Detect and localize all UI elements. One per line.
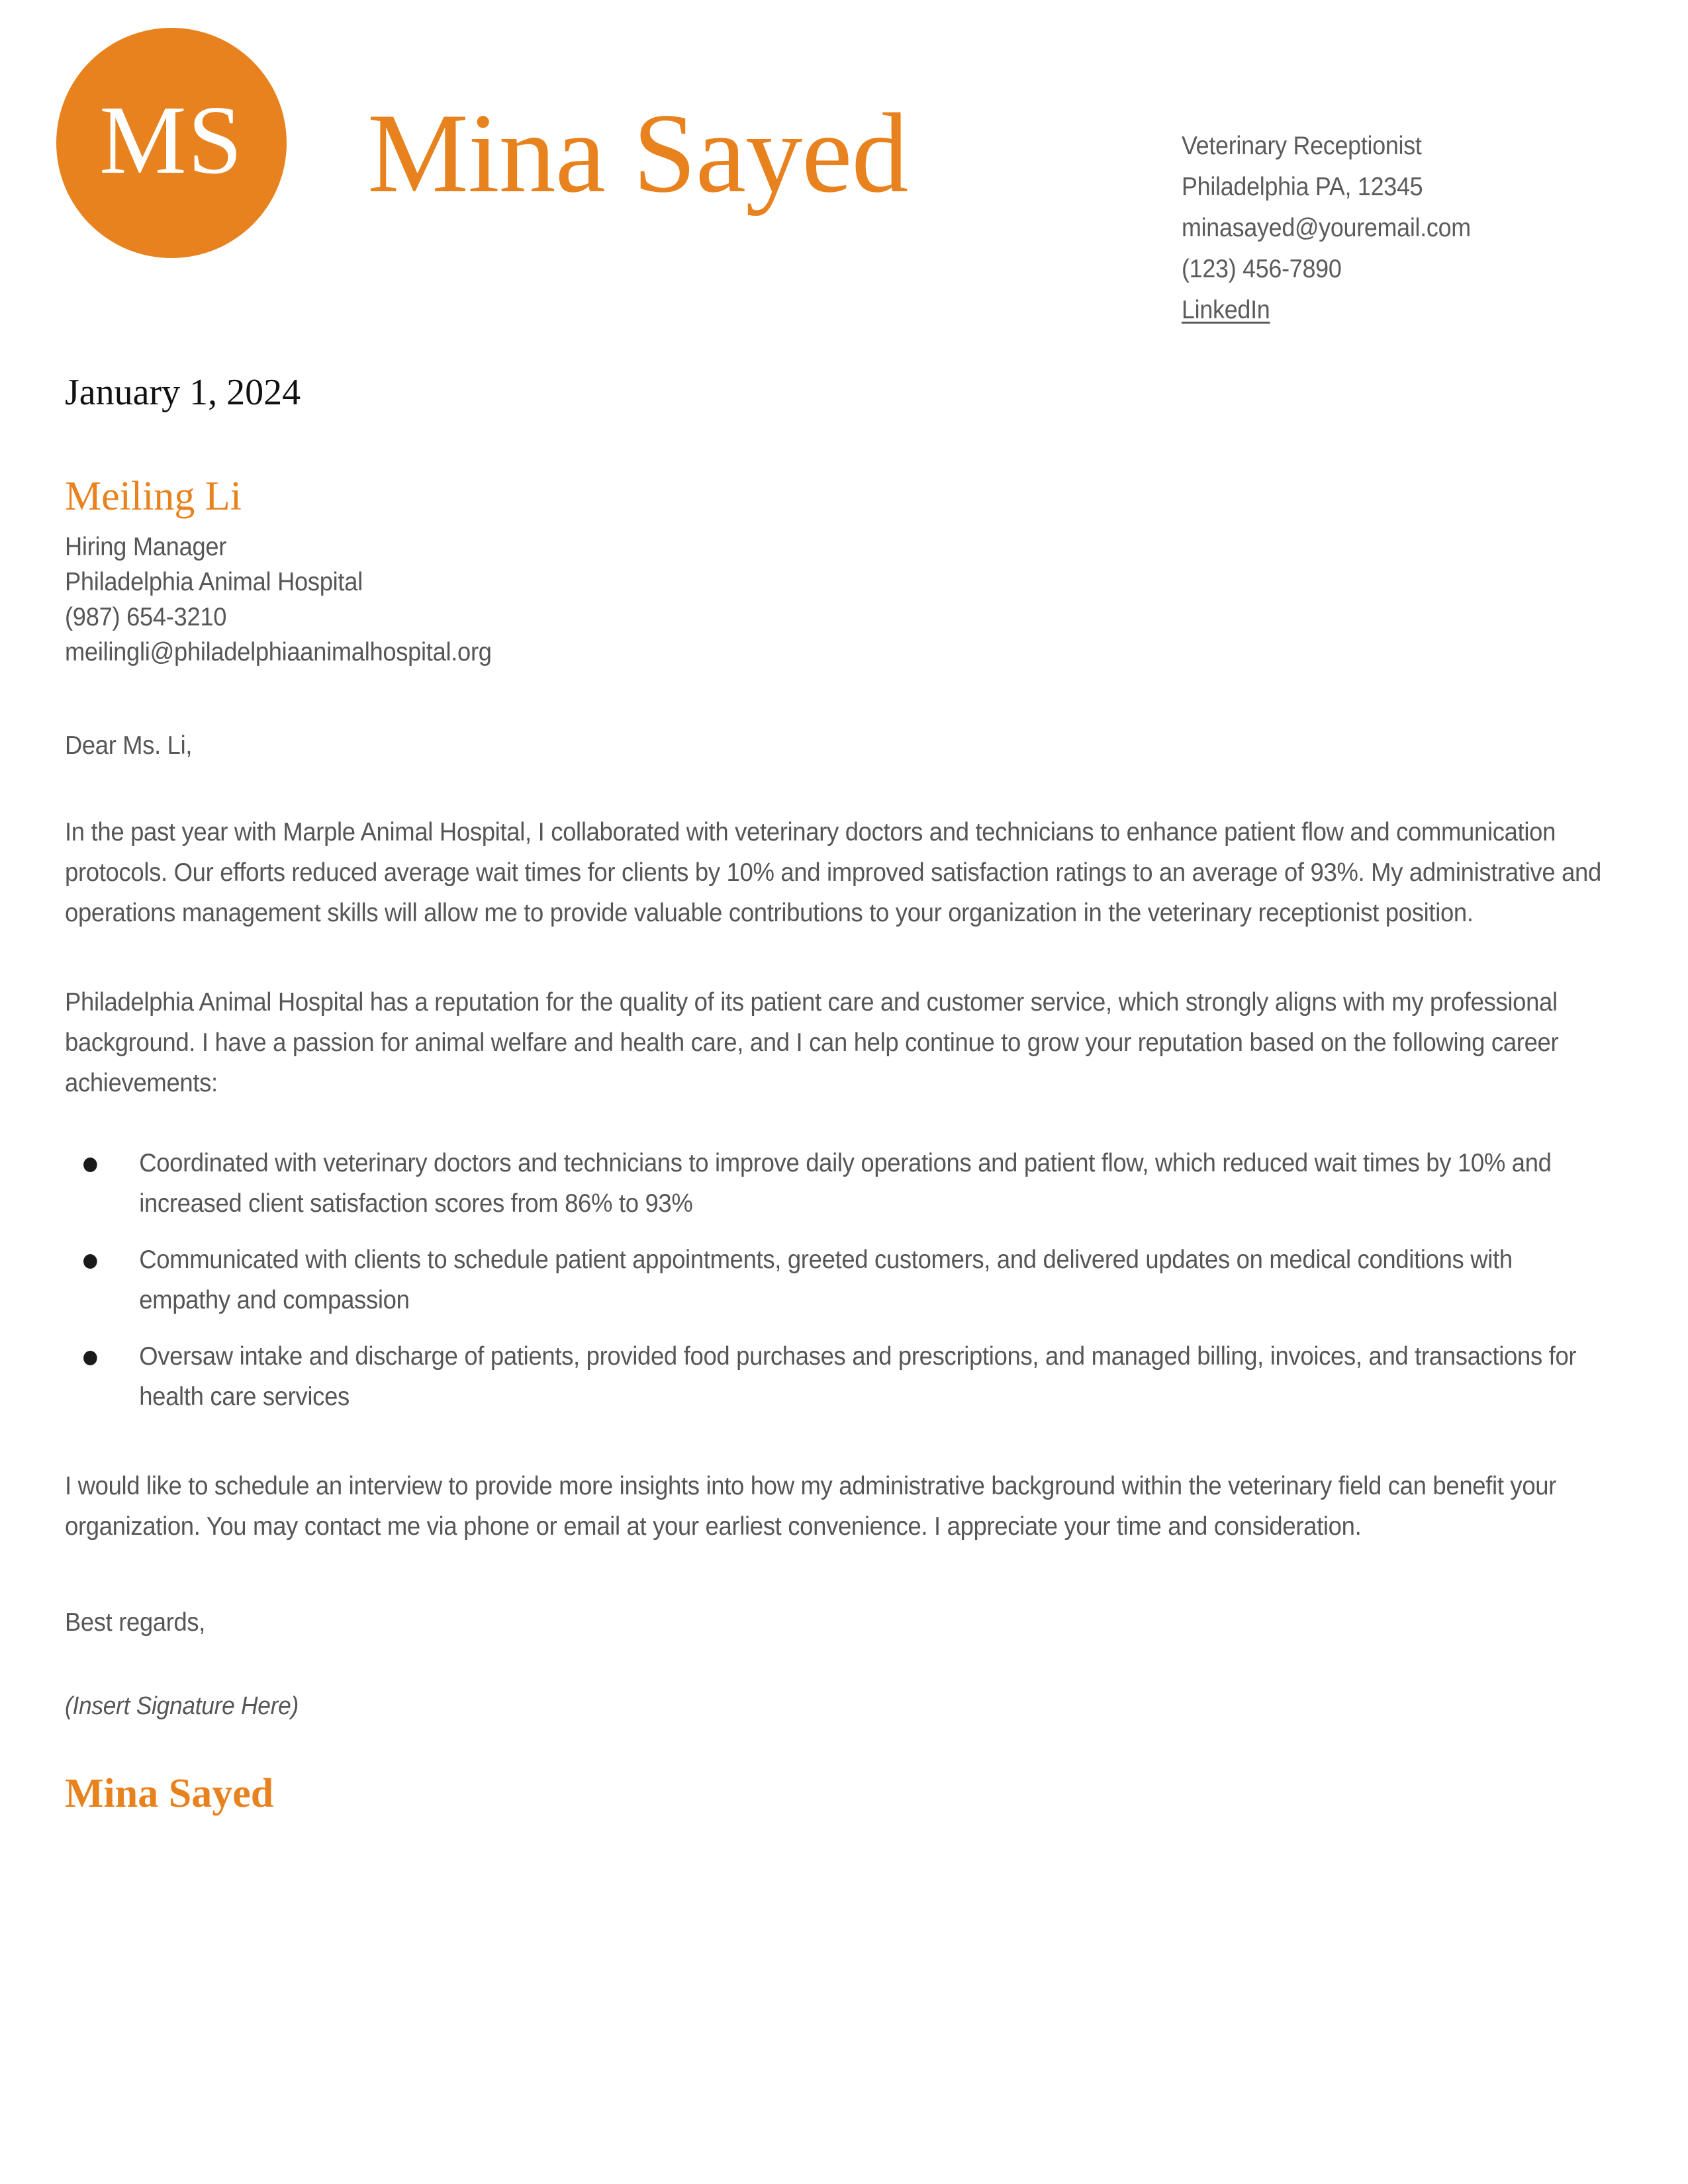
bullet-dot-icon bbox=[83, 1158, 97, 1172]
contact-location: Philadelphia PA, 12345 bbox=[1182, 173, 1423, 201]
monogram-badge bbox=[56, 28, 287, 258]
letter-closing-paragraph: I would like to schedule an interview to provide more insights into how my administrative background within the veterinary field can benefit your organization. You may contact me via phone or email at your earliest convenience. I appreciate your time and consideration. bbox=[65, 1472, 1557, 1541]
recipient-block bbox=[65, 473, 1607, 670]
letter-date: January 1, 2024 bbox=[65, 372, 301, 413]
achievement-text: Oversaw intake and discharge of patients, provided food purchases and prescriptions, and managed billing, invoices, and transactions for health care services bbox=[139, 1342, 1577, 1412]
contact-linkedin-link[interactable]: LinkedIn bbox=[1182, 296, 1270, 324]
letter-salutation: Dear Ms. Li, bbox=[65, 731, 193, 760]
signature-name: Mina Sayed bbox=[65, 1771, 274, 1817]
monogram-initials: MS bbox=[99, 86, 244, 195]
contact-job-title: Veterinary Receptionist bbox=[1182, 132, 1422, 160]
letter-paragraph-1: In the past year with Marple Animal Hospital, I collaborated with veterinary doctors and technicians to enhance patient flow and communication protocols. Our efforts reduced average wait times for clients by 10% and improved satisfaction ratings to an average of 93%. My administrative and operations management skills will allow me to provide valuable contributions to your organization in the veterinary receptionist position. bbox=[65, 818, 1601, 928]
achievements-list bbox=[65, 1143, 1607, 1417]
list-item bbox=[65, 1240, 1606, 1320]
letter-sign-off: Best regards, bbox=[65, 1608, 206, 1637]
letter-header bbox=[56, 28, 1632, 324]
recipient-company: Philadelphia Animal Hospital bbox=[65, 568, 363, 597]
bullet-dot-icon bbox=[83, 1254, 97, 1269]
contact-email[interactable]: minasayed@youremail.com bbox=[1182, 214, 1471, 242]
letter-body bbox=[65, 371, 1607, 1818]
recipient-name: Meiling Li bbox=[65, 474, 242, 520]
signature-placeholder: (Insert Signature Here) bbox=[65, 1692, 299, 1721]
letter-paragraph-2: Philadelphia Animal Hospital has a reputation for the quality of its patient care and customer service, which strongly aligns with my professional background. I have a passion for animal welfare and health care, and I can help continue to grow your reputation based on the following career achievements: bbox=[65, 988, 1559, 1098]
list-item bbox=[65, 1336, 1606, 1417]
recipient-email: meilingli@philadelphiaanimalhospital.org bbox=[65, 638, 492, 667]
recipient-phone: (987) 654-3210 bbox=[65, 603, 227, 632]
contact-phone: (123) 456-7890 bbox=[1182, 255, 1342, 283]
achievement-text: Coordinated with veterinary doctors and technicians to improve daily operations and patient flow, which reduced wait times by 10% and increased client satisfaction scores from 86% to 93% bbox=[139, 1149, 1552, 1218]
contact-info-block bbox=[1182, 126, 1632, 331]
recipient-title: Hiring Manager bbox=[65, 533, 227, 562]
applicant-name-heading: Mina Sayed bbox=[367, 91, 908, 216]
bullet-dot-icon bbox=[83, 1351, 97, 1365]
achievement-text: Communicated with clients to schedule patient appointments, greeted customers, and delivered updates on medical conditions with empathy and compassion bbox=[139, 1246, 1513, 1315]
list-item bbox=[65, 1143, 1606, 1224]
